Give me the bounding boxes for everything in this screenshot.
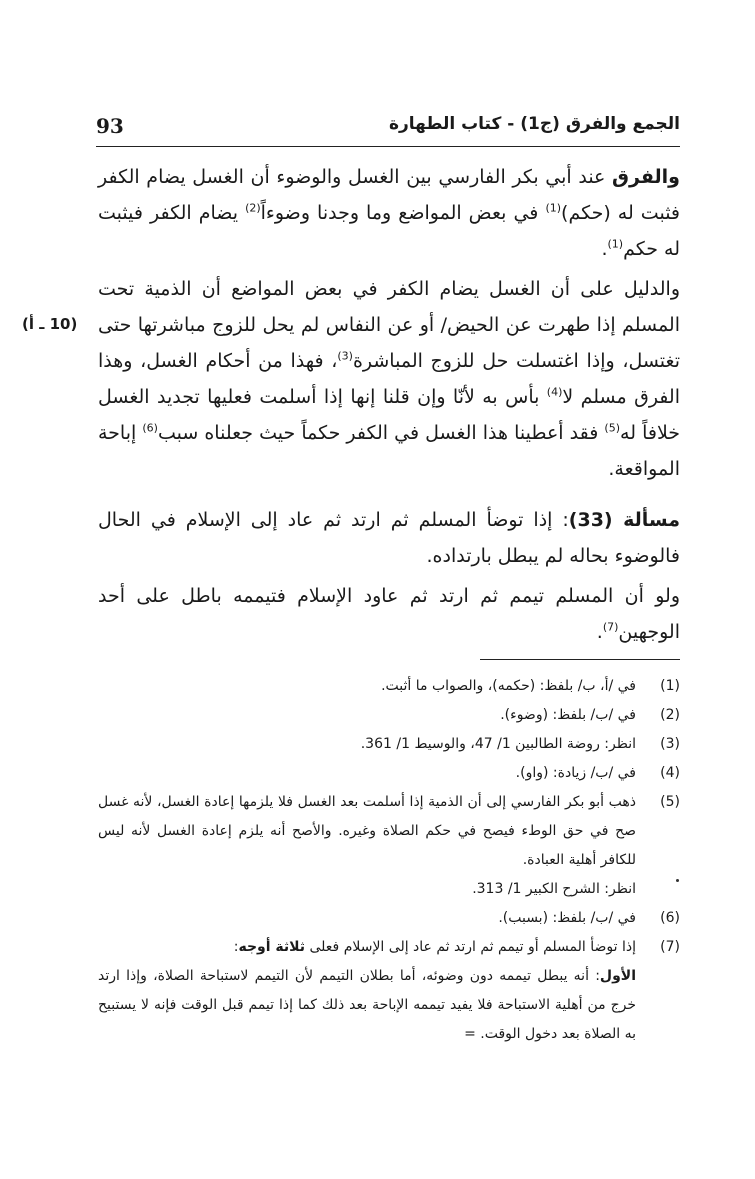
masala-heading: مسألة (33) [568,509,681,531]
text-run: في بعض المواضع وما وجدنا وضوءاً [260,202,546,224]
text-run: : إذا توضأ المسلم ثم ارتد ثم عاد إلى الإسلام في الحال فالوضوء بحاله لم يبطل بارتداده. [98,509,680,567]
footnote-text: انظر: روضة الطالبين 1/ 47، والوسيط 1/ 361. [360,736,636,752]
footnote-ref: (1) [545,201,562,215]
footnotes [98,672,680,1049]
footnote-ref: (1) [607,237,624,251]
scan-speck [676,879,679,882]
footnote-text: في /ب/ بلفظ: (بسبب). [498,910,636,926]
bold-term: الأول [599,968,636,984]
text-run: إذا توضأ المسلم أو تيمم ثم ارتد ثم عاد إلى الإسلام فعلى [305,939,636,955]
footnote-text [98,933,636,962]
footnote-number: (5) [660,794,680,810]
footnote-number: (3) [660,736,680,752]
text-run: ، فهذا من أحكام الغسل، وهذا الفرق مسلم لا [98,350,680,408]
footnote-text: في /ب/ بلفظ: (وضوء). [500,707,636,723]
margin-reference: (10 ـ أ) [22,315,78,333]
footnote-number: (1) [660,678,680,694]
footnote-ref: (7) [602,620,619,634]
footnote-ref: (5) [604,421,621,435]
footnote-item [98,904,680,933]
footnote-continuation [98,962,636,1049]
footnote-item [98,759,680,788]
footnote-ref: (2) [245,201,261,215]
footnote-item [98,788,680,904]
paragraph-difference [98,159,680,267]
page-header [96,112,680,147]
masala-33 [98,502,680,574]
paragraph-tayammum [98,578,680,650]
running-head: الجمع والفرق (ج1) - كتاب الطهارة [388,114,680,134]
text-run: إباحة المواقعة. [98,422,680,480]
text-run: : [233,939,239,955]
text-run: . [596,621,603,643]
footnote-number: (6) [660,910,680,926]
footnote-number: (4) [660,765,680,781]
footnote-item [98,933,680,1049]
bold-term: ثلاثة أوجه [238,939,306,955]
footnote-reference: انظر: الشرح الكبير 1/ 313. [472,881,636,897]
footnote-item [98,701,680,730]
paragraph-lead: والفرق [612,166,680,188]
text-run: عند أبي بكر الفارسي بين الغسل والوضوء أن الغسل يضام الكفر فثبت له (حكم) [98,166,681,224]
footnote-item [98,672,680,701]
footnote-text: ذهب أبو بكر الفارسي إلى أن الذمية إذا أسلمت بعد الغسل فلا يلزمها إعادة الغسل، لأنه غسل صح في حق الوطء فيصح في حكم الصلاة وغيره. والأصح أنه يلزم إعادة الغسل لأنه ليس للكافر أهلية العبادة. [98,794,636,868]
footnote-number: (2) [660,707,680,723]
footnote-item [98,730,680,759]
text-run: والدليل على أن الغسل يضام الكفر في بعض المواضع أن الذمية تحت المسلم إذا طهرت عن الحيض/ أو عن النفاس لم يحل للزوج مباشرتها حتى تغتسل، وإذا اغتسلت حل للزوج المباشرة [98,278,680,372]
text-run: بأس به لأنّا وإن قلنا إنها إذا أسلمت فعليها تجديد الغسل خلافاً له [98,386,681,444]
paragraph-evidence [98,271,680,487]
page-number: 93 [96,114,124,138]
footnote-text: في /أ، ب/ بلفظ: (حكمه)، والصواب ما أثبت. [381,678,636,694]
footnote-separator [480,659,680,660]
footnote-text: في /ب/ زيادة: (واو). [515,765,636,781]
text-run: . [601,238,608,260]
text-run: يضام الكفر فيثبت له حكم [98,202,680,260]
footnote-ref: (3) [337,349,353,363]
text-run: ولو أن المسلم تيمم ثم ارتد ثم عاود الإسلام فتيممه باطل على أحد الوجهين [98,585,680,643]
footnote-number: (7) [660,939,680,955]
footnote-ref: (4) [546,385,563,399]
text-run: : أنه يبطل تيممه دون وضوئه، أما بطلان التيمم لأن التيمم لاستباحة الصلاة، وإذا ارتد خرج من أهلية الاستباحة فلا يفيد تيممه الإباحة بعد ذلك كما إذا تيمم قبل الوقت فإنه لا يستبيح به الصلاة بعد دخول الوقت. = [98,968,636,1042]
text-run: فقد أعطينا هذا الغسل في الكفر حكماً حيث جعلناه سبب [157,422,605,444]
footnote-ref: (6) [142,421,158,435]
